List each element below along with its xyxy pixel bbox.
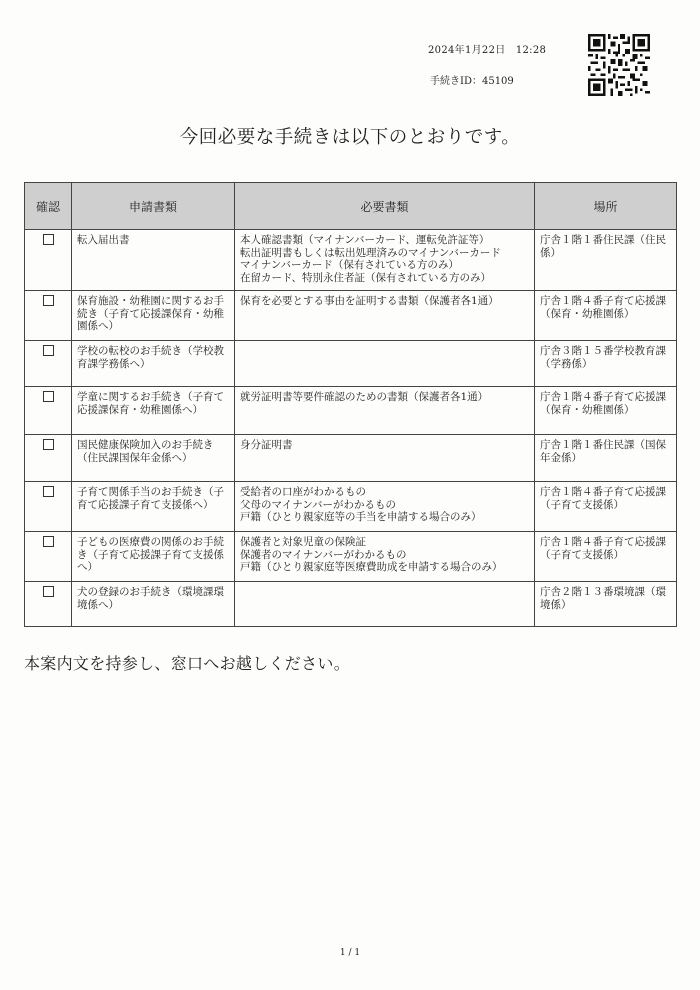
check-cell bbox=[25, 532, 72, 582]
footer-instruction: 本案内文を持参し、窓口へお越しください。 bbox=[24, 654, 351, 673]
location-cell: 庁舎２階１３番環境課（環境係） bbox=[535, 582, 677, 627]
table-row bbox=[25, 230, 677, 291]
checkbox-icon[interactable] bbox=[43, 295, 54, 306]
application-cell: 学校の転校のお手続き（学校教育課学務係へ） bbox=[72, 341, 235, 387]
application-cell: 保育施設・幼稚園に関するお手続き（子育て応援課保育・幼稚園係へ） bbox=[72, 291, 235, 341]
documents-cell bbox=[235, 387, 535, 435]
application-cell: 子どもの医療費の関係のお手続き（子育て応援課子育て支援係へ） bbox=[72, 532, 235, 582]
table-row bbox=[25, 582, 677, 627]
document-line: 身分証明書 bbox=[240, 439, 293, 451]
location-cell: 庁舎１階４番子育て応援課（子育て支援係） bbox=[535, 482, 677, 532]
page-title: 今回必要な手続きは以下のとおりです。 bbox=[179, 127, 521, 148]
checkbox-icon[interactable] bbox=[43, 234, 54, 245]
checkbox-icon[interactable] bbox=[43, 391, 54, 402]
check-cell bbox=[25, 291, 72, 341]
checkbox-icon[interactable] bbox=[43, 536, 54, 547]
procedures-table bbox=[24, 182, 677, 627]
document-line: 父母のマイナンバーがわかるもの bbox=[240, 498, 397, 511]
table-header-row bbox=[25, 183, 677, 230]
check-cell bbox=[25, 341, 72, 387]
column-header-location: 場所 bbox=[535, 183, 677, 230]
application-cell: 学童に関するお手続き（子育て応援課保育・幼稚園係へ） bbox=[72, 387, 235, 435]
documents-cell bbox=[235, 582, 535, 627]
table-row bbox=[25, 435, 677, 482]
check-cell bbox=[25, 582, 72, 627]
procedure-id: 手続きID：45109 bbox=[430, 76, 514, 87]
checkbox-icon[interactable] bbox=[43, 586, 54, 597]
document-line: 戸籍（ひとり親家庭等医療費助成を申請する場合のみ） bbox=[240, 561, 503, 573]
checkbox-icon[interactable] bbox=[43, 486, 54, 497]
location-cell: 庁舎３階１５番学校教育課（学務係） bbox=[535, 341, 677, 387]
column-header-documents: 必要書類 bbox=[235, 183, 535, 230]
location-cell: 庁舎１階４番子育て応援課（保育・幼稚園係） bbox=[535, 291, 677, 341]
check-cell bbox=[25, 387, 72, 435]
table-row bbox=[25, 387, 677, 435]
table-row bbox=[25, 291, 677, 341]
documents-cell bbox=[235, 532, 535, 582]
document-line: 保護者のマイナンバーがわかるもの bbox=[240, 548, 407, 561]
table-row bbox=[25, 532, 677, 582]
qr-code-icon bbox=[588, 34, 650, 96]
document-line: 保護者と対象児童の保険証 bbox=[240, 536, 366, 548]
documents-cell bbox=[235, 230, 535, 291]
document-line: 在留カード、特別永住者証（保有されている方のみ） bbox=[240, 271, 492, 284]
document-line: 就労証明書等要件確認のための書類（保護者各1通） bbox=[240, 391, 489, 403]
check-cell bbox=[25, 482, 72, 532]
date-time: 2024年1月22日 12:28 bbox=[428, 45, 547, 56]
table-row bbox=[25, 482, 677, 532]
documents-cell bbox=[235, 291, 535, 341]
application-cell: 犬の登録のお手続き（環境課環境係へ） bbox=[72, 582, 235, 627]
document-line: 戸籍（ひとり親家庭等の手当を申請する場合のみ） bbox=[240, 511, 482, 523]
location-cell: 庁舎１階１番住民課（住民係） bbox=[535, 230, 677, 291]
documents-cell bbox=[235, 435, 535, 482]
page-number: 1 / 1 bbox=[339, 948, 361, 958]
documents-cell bbox=[235, 482, 535, 532]
application-cell: 転入届出書 bbox=[72, 230, 235, 291]
checkbox-icon[interactable] bbox=[43, 439, 54, 450]
documents-cell bbox=[235, 341, 535, 387]
document-line: マイナンバーカード（保有されている方のみ） bbox=[240, 259, 459, 271]
document-line: 保育を必要とする事由を証明する書類（保護者各1通） bbox=[240, 295, 499, 307]
check-cell bbox=[25, 435, 72, 482]
document-line: 転出証明書もしくは転出処理済みのマイナンバーカード bbox=[240, 246, 501, 259]
document-line: 本人確認書類（マイナンバーカード、運転免許証等） bbox=[240, 234, 490, 246]
location-cell: 庁舎１階４番子育て応援課（子育て支援係） bbox=[535, 532, 677, 582]
document-line: 受給者の口座がわかるもの bbox=[240, 486, 366, 498]
check-cell bbox=[25, 230, 72, 291]
table-row bbox=[25, 341, 677, 387]
application-cell: 国民健康保険加入のお手続き（住民課国保年金係へ） bbox=[72, 435, 235, 482]
checkbox-icon[interactable] bbox=[43, 345, 54, 356]
location-cell: 庁舎１階４番子育て応援課（保育・幼稚園係） bbox=[535, 387, 677, 435]
location-cell: 庁舎１階１番住民課（国保年金係） bbox=[535, 435, 677, 482]
column-header-check: 確認 bbox=[25, 183, 72, 230]
application-cell: 子育て関係手当のお手続き（子育て応援課子育て支援係へ） bbox=[72, 482, 235, 532]
column-header-application: 申請書類 bbox=[72, 183, 235, 230]
